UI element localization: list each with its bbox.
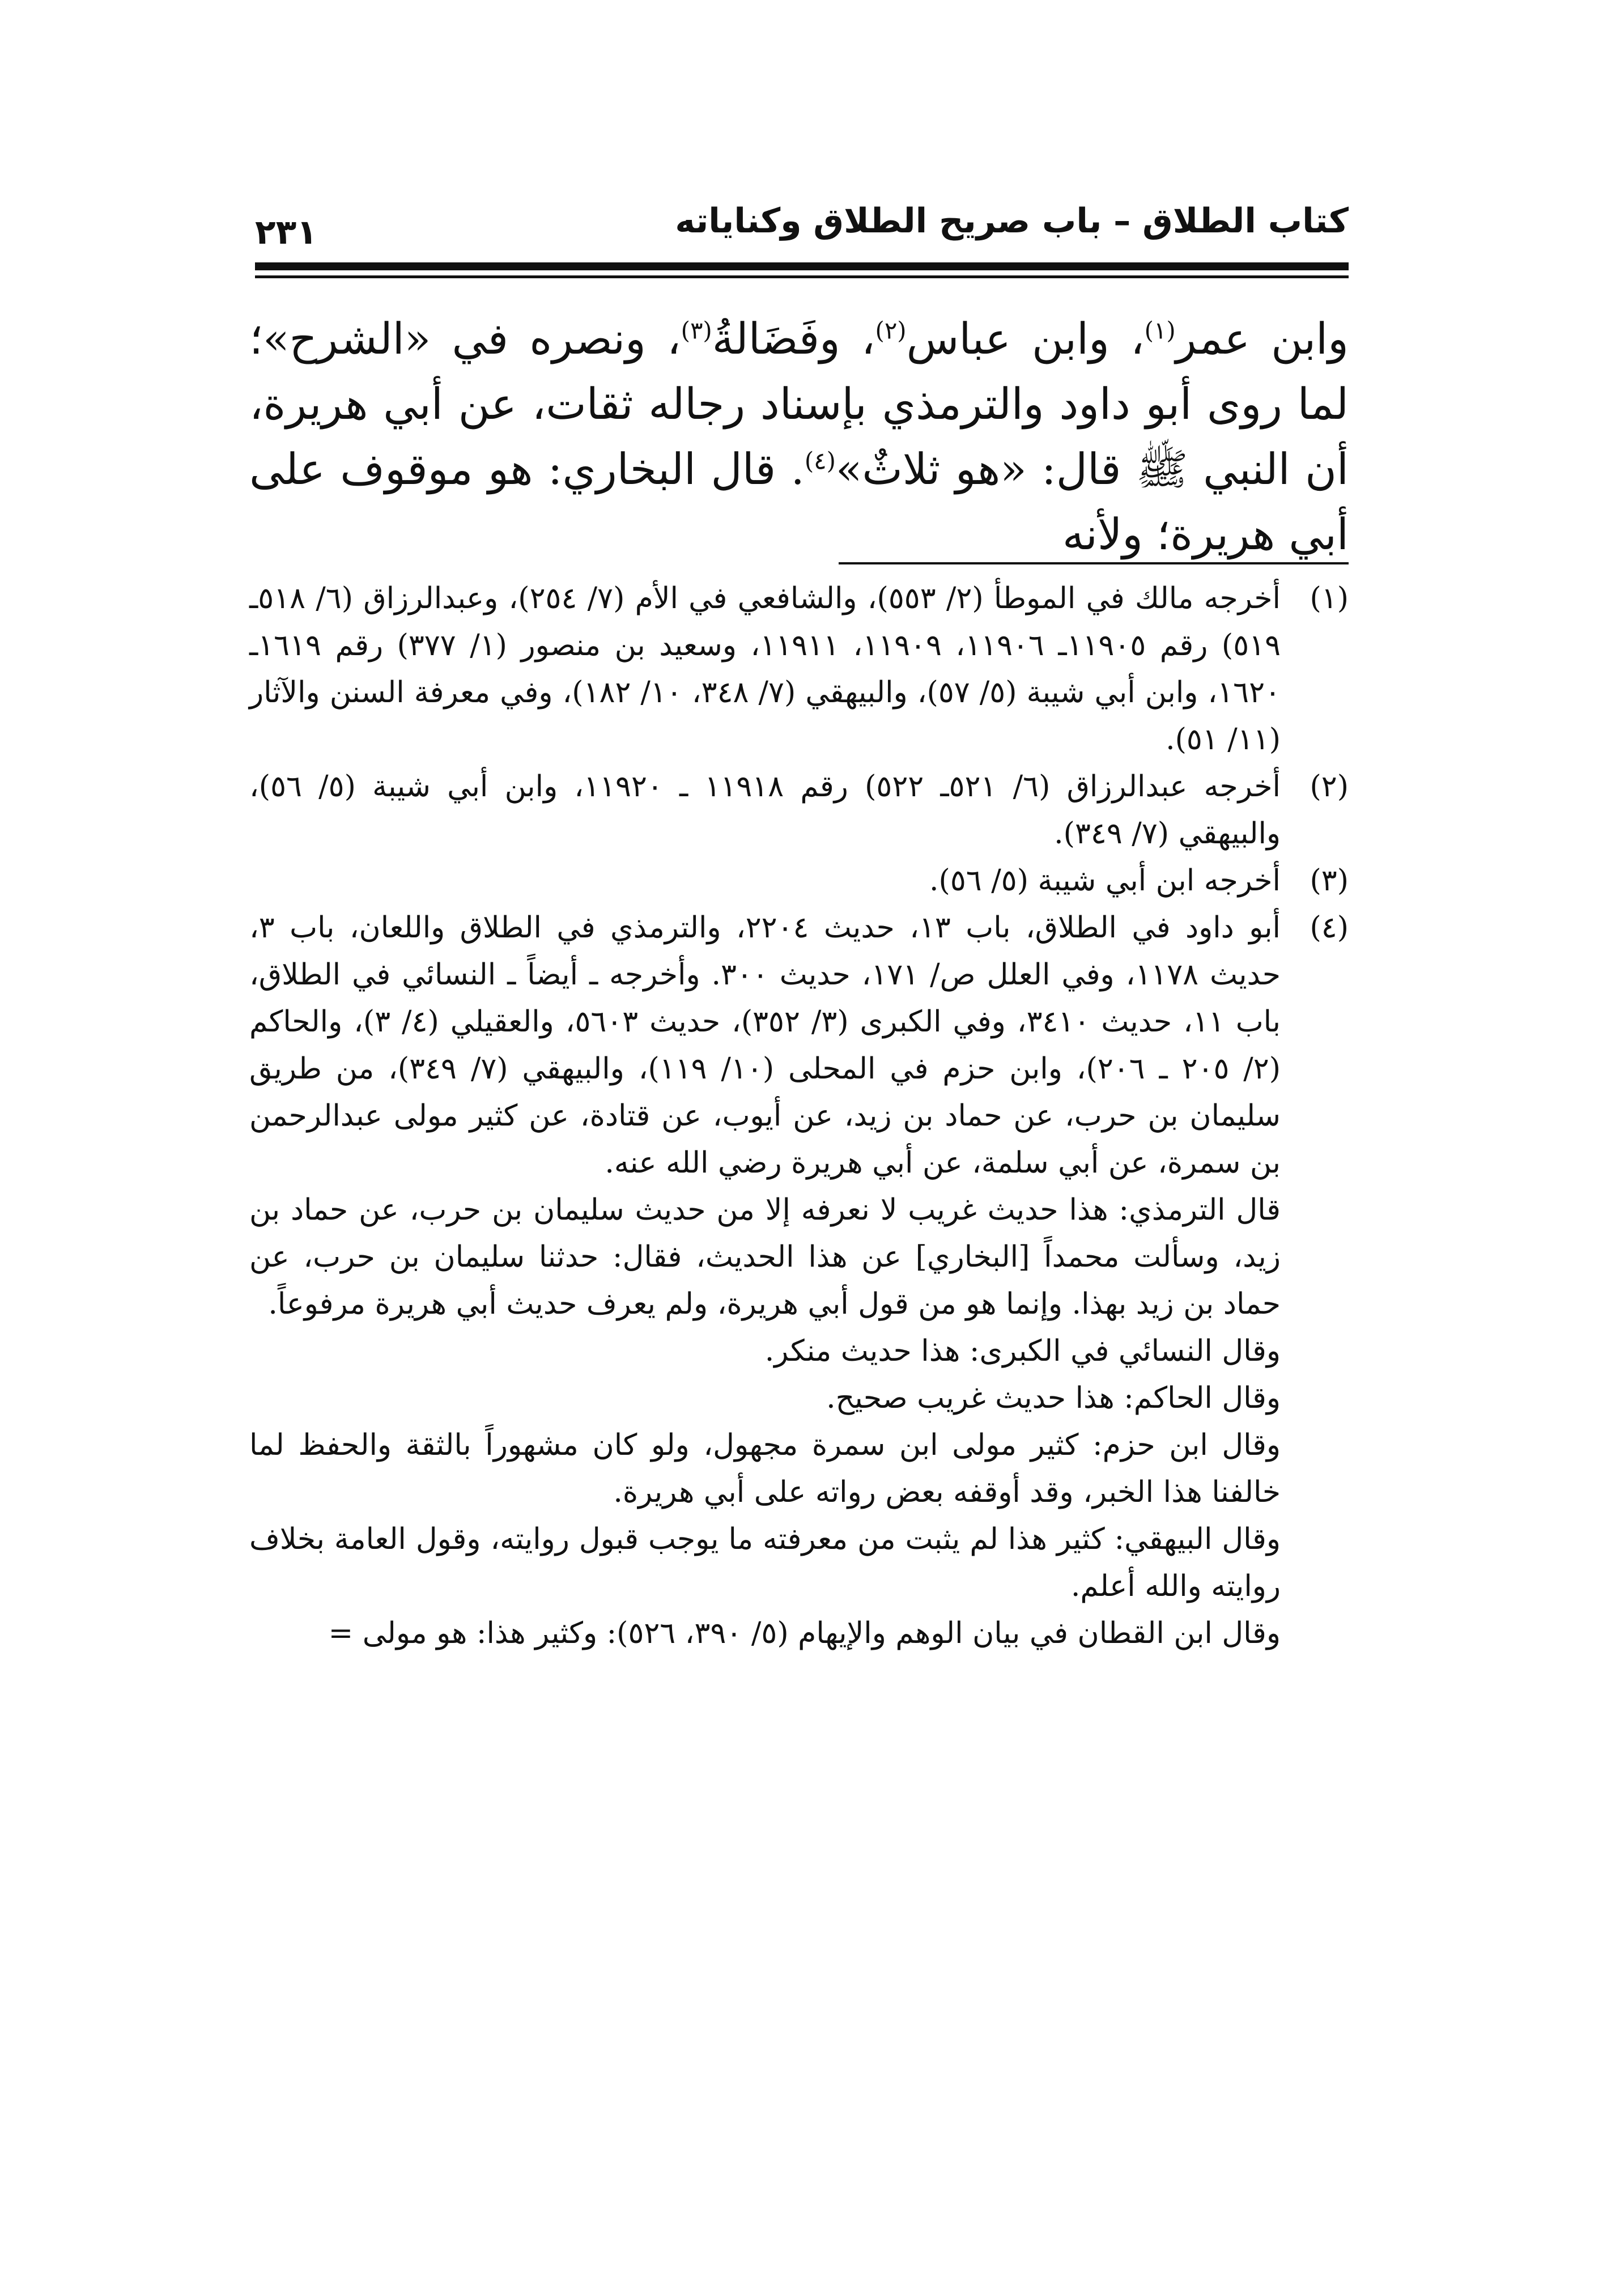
main-text-segment: ، وفَضَالةُ	[712, 313, 875, 364]
footnote	[249, 575, 1349, 763]
footnote-text: أخرجه عبدالرزاق (٦/ ٥٢١ـ ٥٢٢) رقم ١١٩١٨ ـ ١١٩٢٠، وابن أبي شيبة (٥/ ٥٦)، والبيهقي (٧/ ٣٤٩).	[249, 770, 1281, 851]
footnote-continuation: وقال ابن حزم: كثير مولى ابن سمرة مجهول، ولو كان مشهوراً بالثقة والحفظ لما خالفنا هذا الخبر، وقد أوقفه بعض رواته على أبي هريرة.	[249, 1428, 1281, 1509]
chapter-title: كتاب الطلاق – باب صريح الطلاق وكناياته	[675, 201, 1349, 241]
footnote	[249, 857, 1349, 905]
footnotes	[249, 575, 1349, 1657]
page-number: ٢٣١	[255, 213, 317, 252]
header-rule-thin	[255, 275, 1349, 278]
footnote-continuation: وقال ابن القطان في بيان الوهم والإيهام (٥/ ٣٩٠، ٥٢٦): وكثير هذا: هو مولى =	[328, 1616, 1281, 1650]
footnote-continuation: وقال الحاكم: هذا حديث غريب صحيح.	[826, 1381, 1281, 1415]
main-text-segment: . قال البخاري: هو موقوف على أبي هريرة؛ ولأنه	[249, 444, 1349, 559]
footnote-text: أخرجه ابن أبي شيبة (٥/ ٥٦).	[929, 864, 1281, 898]
footnote-text: أبو داود في الطلاق، باب ١٣، حديث ٢٢٠٤، والترمذي في الطلاق واللعان، باب ٣، حديث ١١٧٨، وفي العلل ص/ ١٧١، حديث ٣٠٠. وأخرجه ـ أيضاً ـ النسائي في الطلاق، باب ١١، حديث ٣٤١٠، وفي الكبرى (٣/ ٣٥٢)، حديث ٥٦٠٣، والعقيلي (٤/ ٣)، والحاكم (٢/ ٢٠٥ ـ ٢٠٦)، وابن حزم في المحلى (١٠/ ١١٩)، والبيهقي (٧/ ٣٤٩)، من طريق سليمان بن حرب، عن حماد بن زيد، عن أيوب، عن قتادة، عن كثير مولى عبدالرحمن بن سمرة، عن أبي سلمة، عن أبي هريرة رضي الله عنه.	[249, 911, 1281, 1180]
main-paragraph	[249, 306, 1349, 567]
main-text	[249, 306, 1349, 567]
main-text-segment: ، ونصره في «الشرح»؛ لما روى أبو داود والترمذي بإسناد رجاله ثقات، عن أبي هريرة، أن النبي ﷺ قال: «هو ثلاثٌ»	[249, 313, 1349, 494]
running-header	[255, 193, 1349, 255]
header-rule-thick	[255, 262, 1349, 270]
footnote-continuation: وقال البيهقي: كثير هذا لم يثبت من معرفته ما يوجب قبول روايته، وقول العامة بخلاف روايته والله أعلم.	[249, 1522, 1281, 1603]
footnote-continuation: قال الترمذي: هذا حديث غريب لا نعرفه إلا من حديث سليمان بن حرب، عن حماد بن زيد، وسألت محمداً [البخاري] عن هذا الحديث، فقال: حدثنا سليمان بن حرب، عن حماد بن زيد بهذا. وإنما هو من قول أبي هريرة، ولم يعرف حديث أبي هريرة مرفوعاً.	[249, 1193, 1281, 1321]
main-text-segment: ، وابن عباس	[906, 313, 1145, 364]
main-text-segment: وابن عمر	[1175, 313, 1349, 364]
footnote	[249, 905, 1349, 1187]
footnote	[249, 763, 1349, 857]
footnote-number: (٣)	[1310, 864, 1349, 898]
footnote-separator	[839, 562, 1349, 564]
footnote-continuation: وقال النسائي في الكبرى: هذا حديث منكر.	[764, 1334, 1281, 1368]
footnote-text: أخرجه مالك في الموطأ (٢/ ٥٥٣)، والشافعي في الأم (٧/ ٢٥٤)، وعبدالرزاق (٦/ ٥١٨ـ ٥١٩) رقم ١١٩٠٥ـ ١١٩٠٦، ١١٩٠٩، ١١٩١١، وسعيد بن منصور (١/ ٣٧٧) رقم ١٦١٩ـ ١٦٢٠، وابن أبي شيبة (٥/ ٥٧)، والبيهقي (٧/ ٣٤٨، ١٠/ ١٨٢)، وفي معرفة السنن والآثار (١١/ ٥١).	[249, 581, 1281, 757]
footnote-number: (٢)	[1310, 770, 1349, 804]
footnote-ref: (٢)	[875, 316, 907, 345]
footnote-ref: (٤)	[804, 447, 836, 475]
footnote-ref: (١)	[1144, 316, 1176, 345]
footnote-number: (٤)	[1310, 911, 1349, 945]
footnote-number: (١)	[1310, 581, 1349, 615]
footnote-ref: (٣)	[681, 316, 712, 345]
